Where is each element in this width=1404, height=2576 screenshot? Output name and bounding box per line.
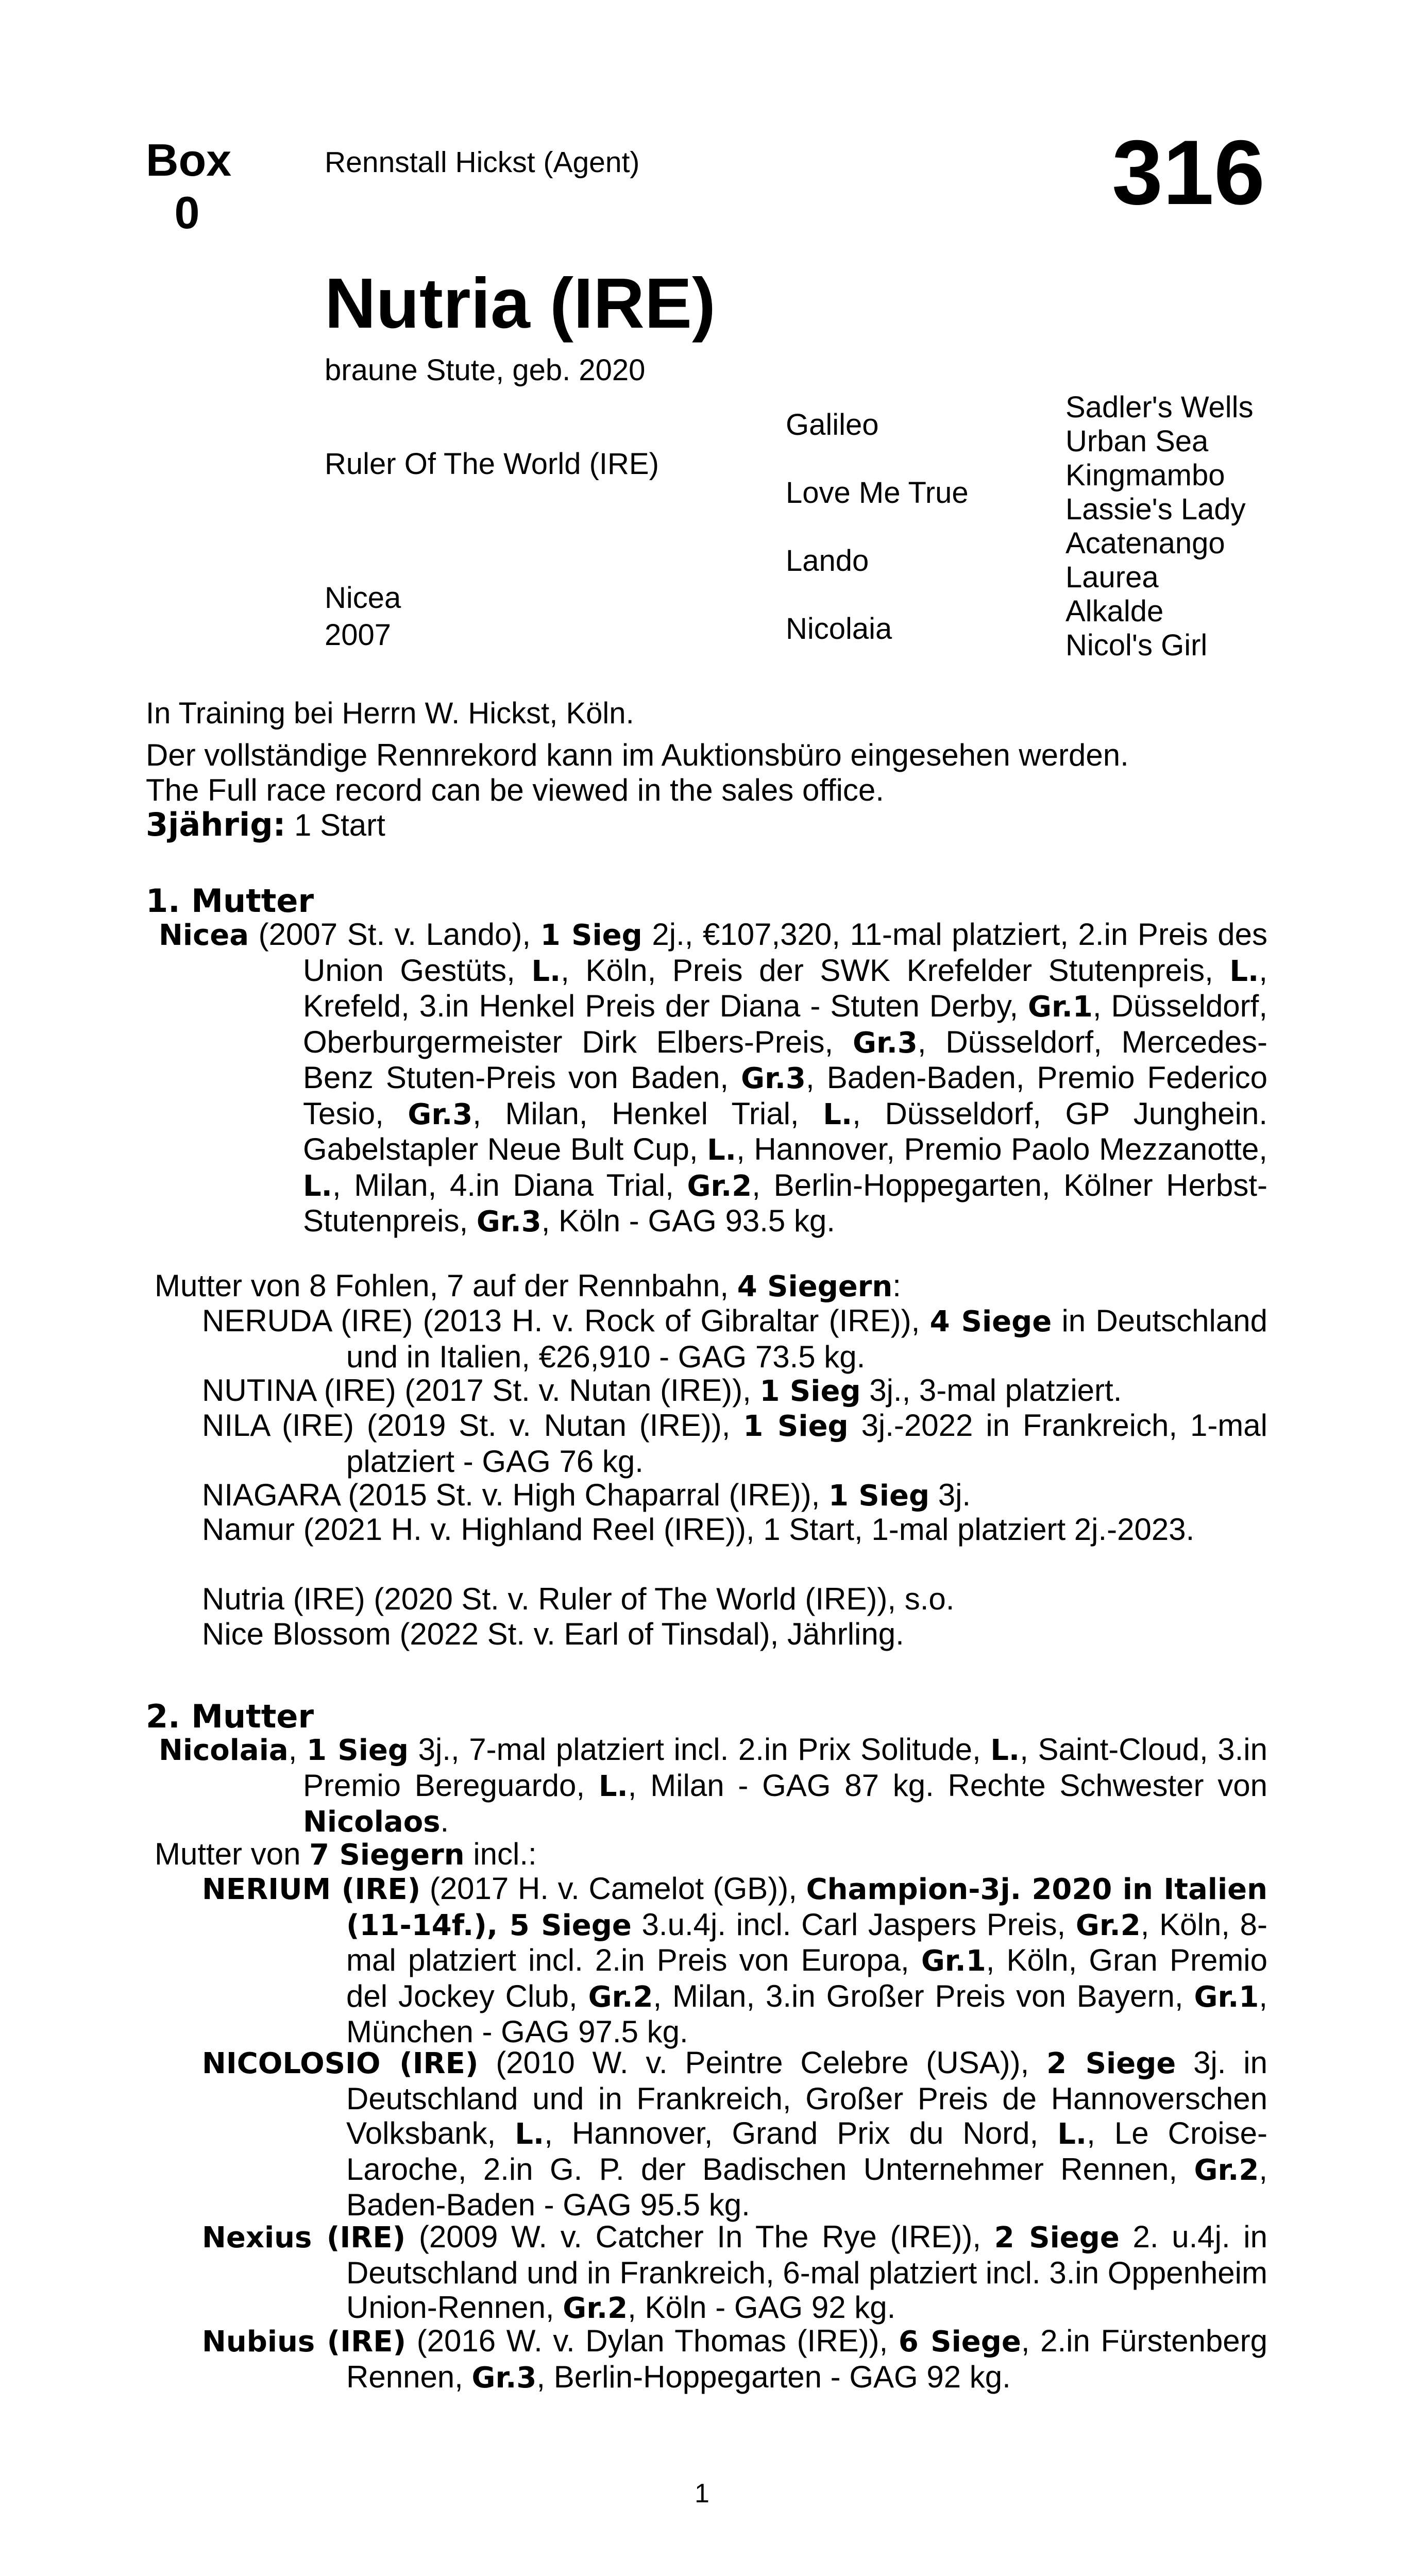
pedigree-ggp-8: Nicol's Girl: [1065, 629, 1208, 662]
pedigree-ggp-1: Sadler's Wells: [1065, 391, 1254, 424]
horse-description: braune Stute, geb. 2020: [325, 353, 646, 387]
box-label: Box: [146, 134, 232, 185]
lot-number: 316: [1112, 121, 1265, 224]
list-item: Nubius (IRE) (2016 W. v. Dylan Thomas (IRE)), 6 Siege, 2.in Fürstenberg Rennen, Gr.3, Berlin-Hoppegarten - GAG 92 kg.: [202, 2324, 1267, 2395]
box-number: 0: [174, 187, 200, 238]
three-year-value: 1 Start: [285, 808, 385, 842]
horse-name: Nutria (IRE): [325, 264, 716, 343]
list-item: Namur (2021 H. v. Highland Reel (IRE)), 1 Start, 1-mal platziert 2j.-2023.: [202, 1512, 1195, 1547]
box-label-block: [146, 134, 232, 239]
second-dam-produce-summary: Mutter von 7 Siegern incl.:: [155, 1837, 537, 1872]
pedigree-ggp-3: Kingmambo: [1065, 459, 1225, 492]
pedigree-dam-year: 2007: [325, 618, 392, 652]
pedigree-ggp-6: Laurea: [1065, 561, 1159, 594]
list-item: NERIUM (IRE) (2017 H. v. Camelot (GB)), Champion-3j. 2020 in Italien (11-14f.), 5 Siege 3.u.4j. incl. Carl Jaspers Preis, Gr.2, Köln, 8-mal platziert incl. 2.in Preis von Europa, Gr.1, Köln, Gran Premio del Jockey Club, Gr.2, Milan, 3.in Großer Preis von Bayern, Gr.1, München - GAG 97.5 kg.: [202, 1871, 1268, 2049]
second-dam-name: Nicolaia: [159, 1734, 289, 1767]
pedigree-sire-dam: Love Me True: [786, 476, 969, 510]
pedigree-ggp-4: Lassie's Lady: [1065, 493, 1246, 526]
pedigree-ggp-5: Acatenango: [1065, 527, 1225, 560]
list-item: NIAGARA (2015 St. v. High Chaparral (IRE)), 1 Sieg 3j.: [202, 1478, 971, 1513]
first-dam-heading: 1. Mutter: [146, 882, 314, 920]
page-number: 1: [695, 2479, 709, 2509]
list-item: NUTINA (IRE) (2017 St. v. Nutan (IRE)), 1 Sieg 3j., 3-mal platziert.: [202, 1373, 1122, 1408]
list-item: NILA (IRE) (2019 St. v. Nutan (IRE)), 1 Sieg 3j.-2022 in Frankreich, 1-mal platziert - GAG 76 kg.: [202, 1408, 1267, 1479]
record-note-de: Der vollständige Rennrekord kann im Auktionsbüro eingesehen werden.: [146, 738, 1129, 772]
record-note-en: The Full race record can be viewed in the sales office.: [146, 773, 884, 807]
first-dam-name: Nicea: [159, 919, 249, 952]
pedigree-ggp-7: Alkalde: [1065, 595, 1164, 628]
agent-name: Rennstall Hickst (Agent): [325, 146, 640, 179]
second-dam-heading: 2. Mutter: [146, 1698, 314, 1735]
pedigree-dam: Nicea: [325, 581, 401, 615]
list-item: Nexius (IRE) (2009 W. v. Catcher In The Rye (IRE)), 2 Siege 2. u.4j. in Deutschland und in Frankreich, 6-mal platziert incl. 3.in Oppenheim Union-Rennen, Gr.2, Köln - GAG 92 kg.: [202, 2219, 1267, 2325]
second-dam-paragraph: Nicolaia, 1 Sieg 3j., 7-mal platziert incl. 2.in Prix Solitude, L., Saint-Cloud, 3.in Premio Bereguardo, L., Milan - GAG 87 kg. Rechte Schwester von Nicolaos.: [159, 1732, 1267, 1839]
pedigree-dam-sire: Lando: [786, 544, 869, 578]
list-item: Nice Blossom (2022 St. v. Earl of Tinsdal), Jährling.: [202, 1617, 904, 1651]
three-year-label: 3jährig:: [146, 806, 286, 843]
pedigree-sire-sire: Galileo: [786, 408, 879, 442]
list-item: NICOLOSIO (IRE) (2010 W. v. Peintre Celebre (USA)), 2 Siege 3j. in Deutschland und in Frankreich, Großer Preis de Hannoverschen Volksbank, L., Hannover, Grand Prix du Nord, L., Le Croise-Laroche, 2.in G. P. der Badischen Unternehmer Rennen, Gr.2, Baden-Baden - GAG 95.5 kg.: [202, 2045, 1268, 2222]
pedigree-ggp-2: Urban Sea: [1065, 425, 1209, 458]
list-item: NERUDA (IRE) (2013 H. v. Rock of Gibraltar (IRE)), 4 Siege in Deutschland und in Italien, €26,910 - GAG 73.5 kg.: [202, 1303, 1267, 1374]
three-year-record: [146, 807, 385, 842]
list-item: Nutria (IRE) (2020 St. v. Ruler of The World (IRE)), s.o.: [202, 1582, 955, 1616]
training-note: In Training bei Herrn W. Hickst, Köln.: [146, 697, 634, 730]
first-dam-produce-summary: Mutter von 8 Fohlen, 7 auf der Rennbahn, 4 Siegern:: [155, 1268, 901, 1303]
pedigree-dam-dam: Nicolaia: [786, 612, 892, 646]
pedigree-sire: Ruler Of The World (IRE): [325, 447, 659, 481]
first-dam-paragraph: Nicea (2007 St. v. Lando), 1 Sieg 2j., €107,320, 11-mal platziert, 2.in Preis des Union Gestüts, L., Köln, Preis der SWK Krefelder Stutenpreis, L., Krefeld, 3.in Henkel Preis der Diana - Stuten Derby, Gr.1, Düsseldorf, Oberburgermeister Dirk Elbers-Preis, Gr.3, Düsseldorf, Mercedes-Benz Stuten-Preis von Baden, Gr.3, Baden-Baden, Premio Federico Tesio, Gr.3, Milan, Henkel Trial, L., Düsseldorf, GP Junghein. Gabelstapler Neue Bult Cup, L., Hannover, Premio Paolo Mezzanotte, L., Milan, 4.in Diana Trial, Gr.2, Berlin-Hoppegarten, Kölner Herbst-Stutenpreis, Gr.3, Köln - GAG 93.5 kg.: [159, 917, 1268, 1239]
